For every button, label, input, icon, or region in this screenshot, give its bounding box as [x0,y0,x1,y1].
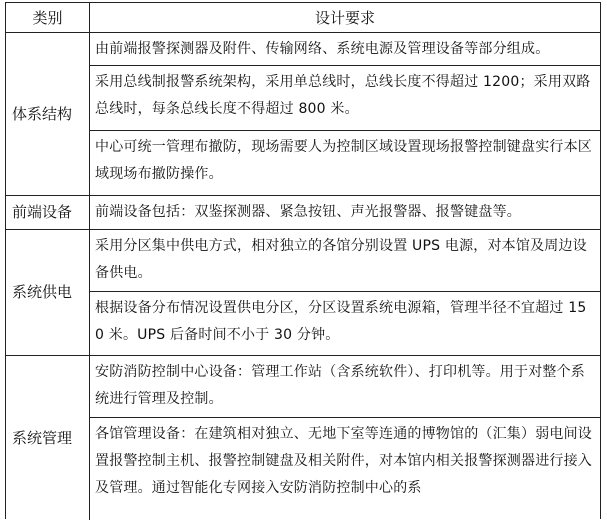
header-category: 类别 [32,8,63,27]
header-requirement: 设计要求 [314,8,375,27]
requirement-cell: 由前端报警探测器及附件、传输网络、系统电源及管理设备等部分组成。 [95,41,550,57]
category-cell: 系统供电 [12,283,73,301]
requirement-cell: 安防消防控制中心设备：管理工作站（含系统软件）、打印机等。用于对整个系统进行管理及控制。 [95,364,585,407]
category-cell: 体系结构 [12,104,73,123]
requirement-cell: 前端设备包括：双鉴探测器、紧急按钮、声光报警器、报警键盘等。 [95,204,521,220]
requirement-cell: 采用总线制报警系统架构，采用单总线时，总线长度不得超过 1200；采用双路总线时，每条总线长度不得超过 800 米。 [95,74,591,117]
category-cell: 系统管理 [12,429,73,447]
requirement-cell: 采用分区集中供电方式，相对独立的各馆分别设置 UPS 电源，对本馆及周边设备供电。 [95,238,587,281]
design-requirements-table [5,2,601,519]
requirement-cell: 根据设备分布情况设置供电分区，分区设置系统电源箱，管理半径不宜超过 150 米。UPS 后备时间不小于 30 分钟。 [95,300,587,343]
requirement-cell: 各馆管理设备：在建筑相对独立、无地下室等连通的博物馆的（汇集）弱电间设置报警控制主机、报警控制键盘及相关附件，对本馆内相关报警探测器进行接入及管理。通过智能化专网接入安防消防控制中心的系 [95,426,592,496]
category-cell: 前端设备 [12,203,73,221]
requirement-cell: 中心可统一管理布撤防，现场需要人为控制区域设置现场报警控制键盘实行本区域现场布撤防操作。 [95,139,592,182]
column-divider [89,3,90,520]
